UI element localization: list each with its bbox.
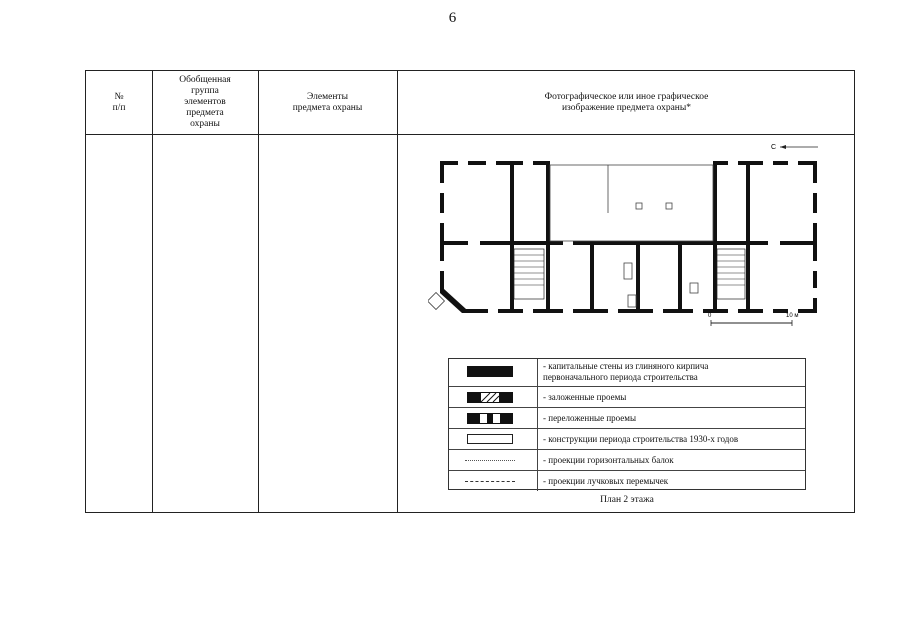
column-divider <box>152 71 153 512</box>
hatched-opening-symbol <box>449 387 538 408</box>
north-arrow-icon <box>780 145 786 149</box>
header-image: Фотографическое или иное графическое изображение предмета охраны* <box>544 91 709 113</box>
legend-row <box>449 470 805 491</box>
header-number: № п/п <box>112 91 126 113</box>
legend-row <box>449 428 805 450</box>
plan-caption: План 2 этажа <box>600 495 654 505</box>
legend-row <box>449 386 805 408</box>
scale-bar <box>708 313 798 326</box>
white-construction-symbol <box>449 429 538 450</box>
legend <box>448 358 806 490</box>
header-elements: Элементы предмета охраны <box>292 91 363 113</box>
dotted-beam-symbol <box>449 450 538 471</box>
legend-text: - переложенные проемы <box>543 413 637 423</box>
column-divider <box>397 71 398 512</box>
column-divider <box>258 71 259 512</box>
corner-entrance <box>428 293 444 310</box>
protection-table <box>85 70 855 513</box>
header-group: Обобщенная группа элементов предмета охраны <box>179 75 231 129</box>
capital-walls <box>440 161 817 313</box>
legend-row <box>449 359 805 386</box>
legend-text: - заложенные проемы <box>543 392 627 402</box>
dashed-lintel-symbol <box>449 471 538 491</box>
reworked-opening-symbol <box>449 408 538 429</box>
header-divider <box>86 134 854 135</box>
scale-start-label: 0 <box>708 313 712 319</box>
legend-row <box>449 449 805 471</box>
later-constructions <box>550 165 713 307</box>
legend-text: - проекции лучковых перемычек <box>543 476 669 486</box>
legend-text: - проекции горизонтальных балок <box>543 455 674 465</box>
floor-plan-drawing <box>428 143 840 353</box>
legend-text: первоначального периода строительства <box>543 372 698 382</box>
page-number: 6 <box>448 10 457 26</box>
solid-wall-symbol <box>449 359 538 386</box>
legend-text: - конструкции периода строительства 1930-х годов <box>543 434 739 444</box>
north-label: С <box>771 144 777 151</box>
scale-end-label: 10 м <box>786 313 799 319</box>
legend-text: - капитальные стены из глиняного кирпича <box>543 361 709 371</box>
legend-row <box>449 407 805 429</box>
